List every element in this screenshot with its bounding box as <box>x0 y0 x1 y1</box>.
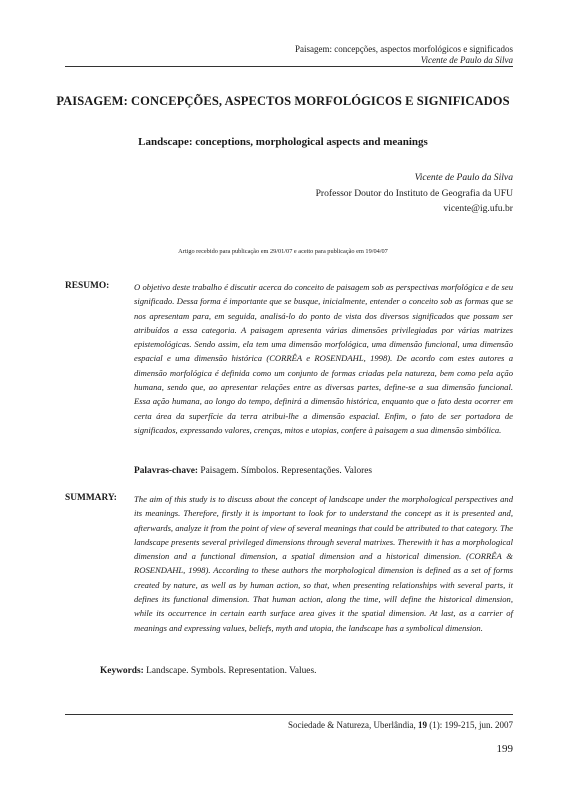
article-subtitle: Landscape: conceptions, morphological aspects and meanings <box>138 136 428 148</box>
running-header-author: Vicente de Paulo da Silva <box>420 55 513 65</box>
summary-keywords-label: Keywords: <box>100 666 144 676</box>
header-divider <box>65 66 513 67</box>
summary-keywords <box>100 666 316 676</box>
resumo-keywords <box>134 466 372 476</box>
summary-text: The aim of this study is to discuss about the concept of landscape under the morphological perspectives and its meanings. Therefore, firstly it is important to look for to understand the concept as it is presented and, afterwards, analyze it from the point of view of several meanings that could be attributed to that category. The landscape presents several privileged dimensions through several matrixes. Therewith it has a morphological dimension and a functional dimension, a spatial dimension and a historical dimension. (CORRÊA & ROSENDAHL, 1998). According to these authors the morphological dimension is defined as a set of forms created by nature, as well as by human action, so that, when presenting relationships with several parts, it defines its functional dimension. That human action, along the time, will define the historical dimension, while its occurrence in certain earth surface area gives it the spatial dimension. At last, as a carrier of meanings and expressing values, beliefs, myth and utopia, the landscape has a symbolical dimension. <box>134 494 513 633</box>
author-block <box>316 170 513 217</box>
summary-label: SUMMARY: <box>65 493 117 503</box>
journal-footer <box>288 720 513 730</box>
journal-name: Sociedade & Natureza, Uberlândia, <box>288 720 416 730</box>
running-header <box>295 44 513 66</box>
author-affiliation: Professor Doutor do Instituto de Geografia da UFU <box>315 187 513 199</box>
page-number: 199 <box>496 743 513 755</box>
resumo-keywords-label: Palavras-chave: <box>134 466 199 476</box>
journal-issue-pages: (1): 199-215, jun. 2007 <box>429 720 513 730</box>
author-email: vicente@ig.ufu.br <box>443 203 513 214</box>
resumo-keywords-value: Paisagem. Símbolos. Representações. Valores <box>200 466 373 476</box>
running-header-title: Paisagem: concepções, aspectos morfológicos e significados <box>295 44 513 54</box>
author-name: Vicente de Paulo da Silva <box>414 172 513 183</box>
journal-volume: 19 <box>418 720 427 730</box>
summary-keywords-value: Landscape. Symbols. Representation. Values. <box>146 666 317 676</box>
article-title: PAISAGEM: CONCEPÇÕES, ASPECTOS MORFOLÓGICOS E SIGNIFICADOS <box>56 94 510 108</box>
footer-divider <box>65 714 513 715</box>
resumo-label: RESUMO: <box>65 281 110 291</box>
resumo-text: O objetivo deste trabalho é discutir acerca do conceito de paisagem sob as perspectivas morfológica e de seu significado. Dessa forma é importante que se busque, inicialmente, entender o conceito sob as formas que se nos apresentam para, em seguida, analisá-lo do ponto de vista dos diversos significados que possam ser atribuídos a essa categoria. A paisagem apresenta várias dimensões privilegiadas por várias matrizes epistemológicas. Sendo assim, ela tem uma dimensão morfológica, uma dimensão funcional, uma dimensão espacial e uma dimensão histórica (CORRÊA e ROSENDAHL, 1998). De acordo com estes autores a dimensão morfológica é definida como um conjunto de formas criadas pela natureza, bem como pela ação humana, sendo que, ao apresentar relações entre as diversas partes, define-se a sua dimensão funcional. Essa ação humana, ao longo do tempo, definirá a dimensão histórica, enquanto que o fato desta ocorrer em certa área da superfície da terra atribui-lhe a dimensão espacial. Enfim, o fato de ser portadora de significados, expressando valores, crenças, mitos e utopias, confere à paisagem a sua dimensão simbólica. <box>134 282 513 435</box>
received-note: Artigo recebido para publicação em 29/01/07 e aceito para publicação em 19/04/07 <box>178 248 388 255</box>
